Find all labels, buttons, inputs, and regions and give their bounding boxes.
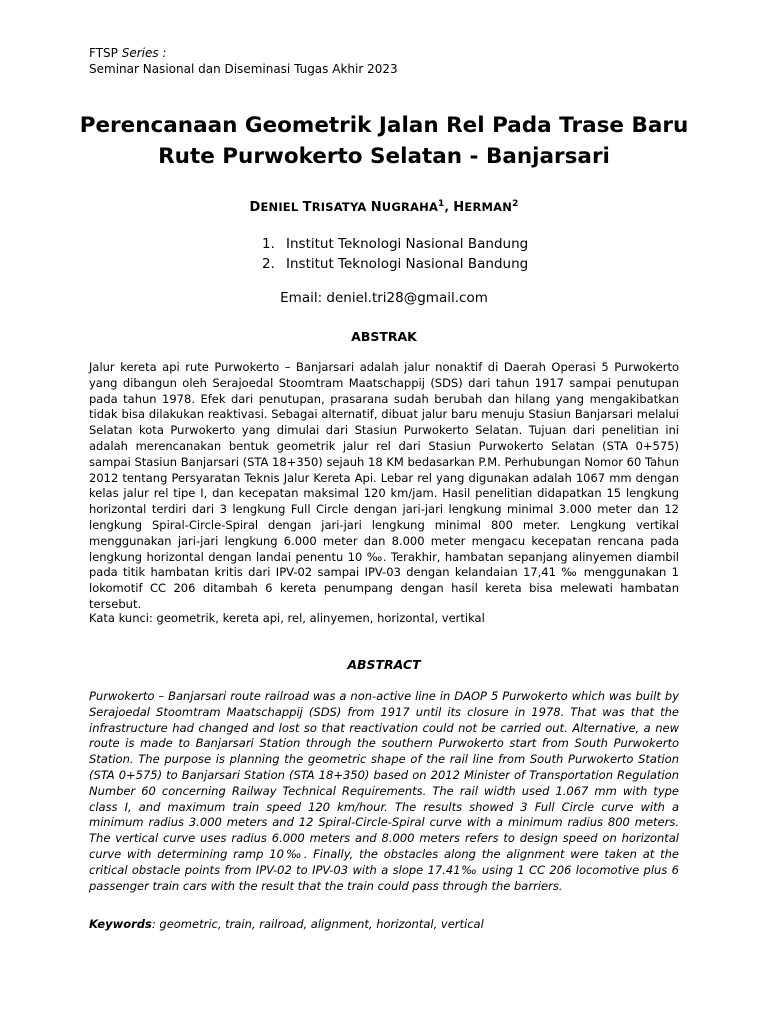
- title-line-1: Perencanaan Geometrik Jalan Rel Pada Trase Baru: [79, 113, 689, 138]
- author-list: DENIEL TRISATYA NUGRAHA$^1$, HERMAN$^2$: [249, 199, 519, 215]
- paper-title: [60, 110, 708, 172]
- series-label: Series :: [121, 46, 167, 60]
- affiliation-item: 2. Institut Teknologi Nasional Bandung: [262, 256, 529, 272]
- abstract-heading: ABSTRACT: [347, 657, 421, 672]
- series-prefix: FTSP: [89, 46, 118, 60]
- keywords-label: Keywords: [89, 917, 152, 931]
- abstrak-body: Jalur kereta api rute Purwokerto – Banjarsari adalah jalur nonaktif di Daerah Operasi 5 Purwokerto yang dibangun oleh Serajoedal Stoomtram Maatschappij (SDS) dari tahun 1917 sampai penutupan pada tahun 1978. Efek dari penutupan, prasarana sudah berubah dan hilang yang mengakibatkan tidak bisa dilakukan reaktivasi. Sebagai alternatif, dibuat jalur baru menuju Stasiun Banjarsari melalui Selatan kota Purwokerto yang dimulai dari Stasiun Purwokerto Selatan. Tujuan dari penelitian ini adalah merencanakan bentuk geometrik jalur rel dari Stasiun Purwokerto Selatan (STA 0+575) sampai Stasiun Banjarsari (STA 18+350) sejauh 18 KM bedasarkan P.M. Perhubungan Nomor 60 Tahun 2012 tentang Persyaratan Teknis Jalur Kereta Api. Lebar rel yang digunakan adalah 1067 mm dengan kelas jalur rel tipe I, dan kecepatan maksimal 120 km/jam. Hasil penelitian didapatkan 15 lengkung horizontal terdiri dari 3 lengkung Full Circle dengan jari-jari lengkung minimal 3.000 meter dan 12 lengkung Spiral-Circle-Spiral dengan jari-jari lengkung minimal 800 meter. Lengkung vertikal menggunakan jari-jari lengkung 6.000 meter dan 8.000 meter mengacu kecepatan rencana pada lengkung horizontal dengan landai penentu 10 ‰. Terakhir, hambatan sepanjang alinyemen diambil pada titik hambatan kritis dari IPV-02 sampai IPV-03 dengan kelandaian 17,41 ‰ menggunakan 1 lokomotif CC 206 ditambah 6 kereta penumpang dengan hasil kereta bisa melewati hambatan tersebut.: [89, 360, 679, 611]
- kata-kunci: Kata kunci: geometrik, kereta api, rel, alinyemen, horizontal, vertikal: [89, 611, 485, 625]
- title-line-2: Rute Purwokerto Selatan - Banjarsari: [158, 144, 610, 169]
- author-email: Email: deniel.tri28@gmail.com: [280, 290, 488, 306]
- keywords: [89, 917, 679, 933]
- keywords-text: : geometric, train, railroad, alignment, horizontal, vertical: [151, 917, 484, 931]
- affiliation-item: 1. Institut Teknologi Nasional Bandung: [262, 236, 529, 252]
- affiliation-list: [262, 234, 528, 274]
- author-1: DENIEL TRISATYA NUGRAHA$^1$: [249, 199, 445, 215]
- author-2: HERMAN$^2$: [453, 199, 519, 215]
- running-header: [89, 45, 398, 77]
- abstrak-heading: ABSTRAK: [351, 329, 417, 344]
- seminar-name: Seminar Nasional dan Diseminasi Tugas Akhir 2023: [89, 62, 398, 76]
- abstract-body: Purwokerto – Banjarsari route railroad was a non-active line in DAOP 5 Purwokerto which was built by Serajoedal Stoomtram Maatschappij (SDS) from 1917 until its closure in 1978. That was that the infrastructure had changed and lost so that reactivation could not be carried out. Alternative, a new route is made to Banjarsari Station through the southern Purwokerto start from South Purwokerto Station. The purpose is planning the geometric shape of the rail line from South Purwokerto Station (STA 0+575) to Banjarsari Station (STA 18+350) based on 2012 Minister of Transportation Regulation Number 60 concerning Railway Technical Requirements. The rail width used 1.067 mm with type class I, and maximum train speed 120 km/hour. The results showed 3 Full Circle curve with a minimum radius 3.000 meters and 12 Spiral-Circle-Spiral curve with a minimum radius 800 meters. The vertical curve uses radius 6.000 meters and 8.000 meters refers to design speed on horizontal curve with determining ramp 10‰. Finally, the obstacles along the alignment were taken at the critical obstacle points from IPV-02 to IPV-03 with a slope 17.41‰ using 1 CC 206 locomotive plus 6 passenger train cars with the result that the train could pass through the barriers.: [89, 689, 679, 893]
